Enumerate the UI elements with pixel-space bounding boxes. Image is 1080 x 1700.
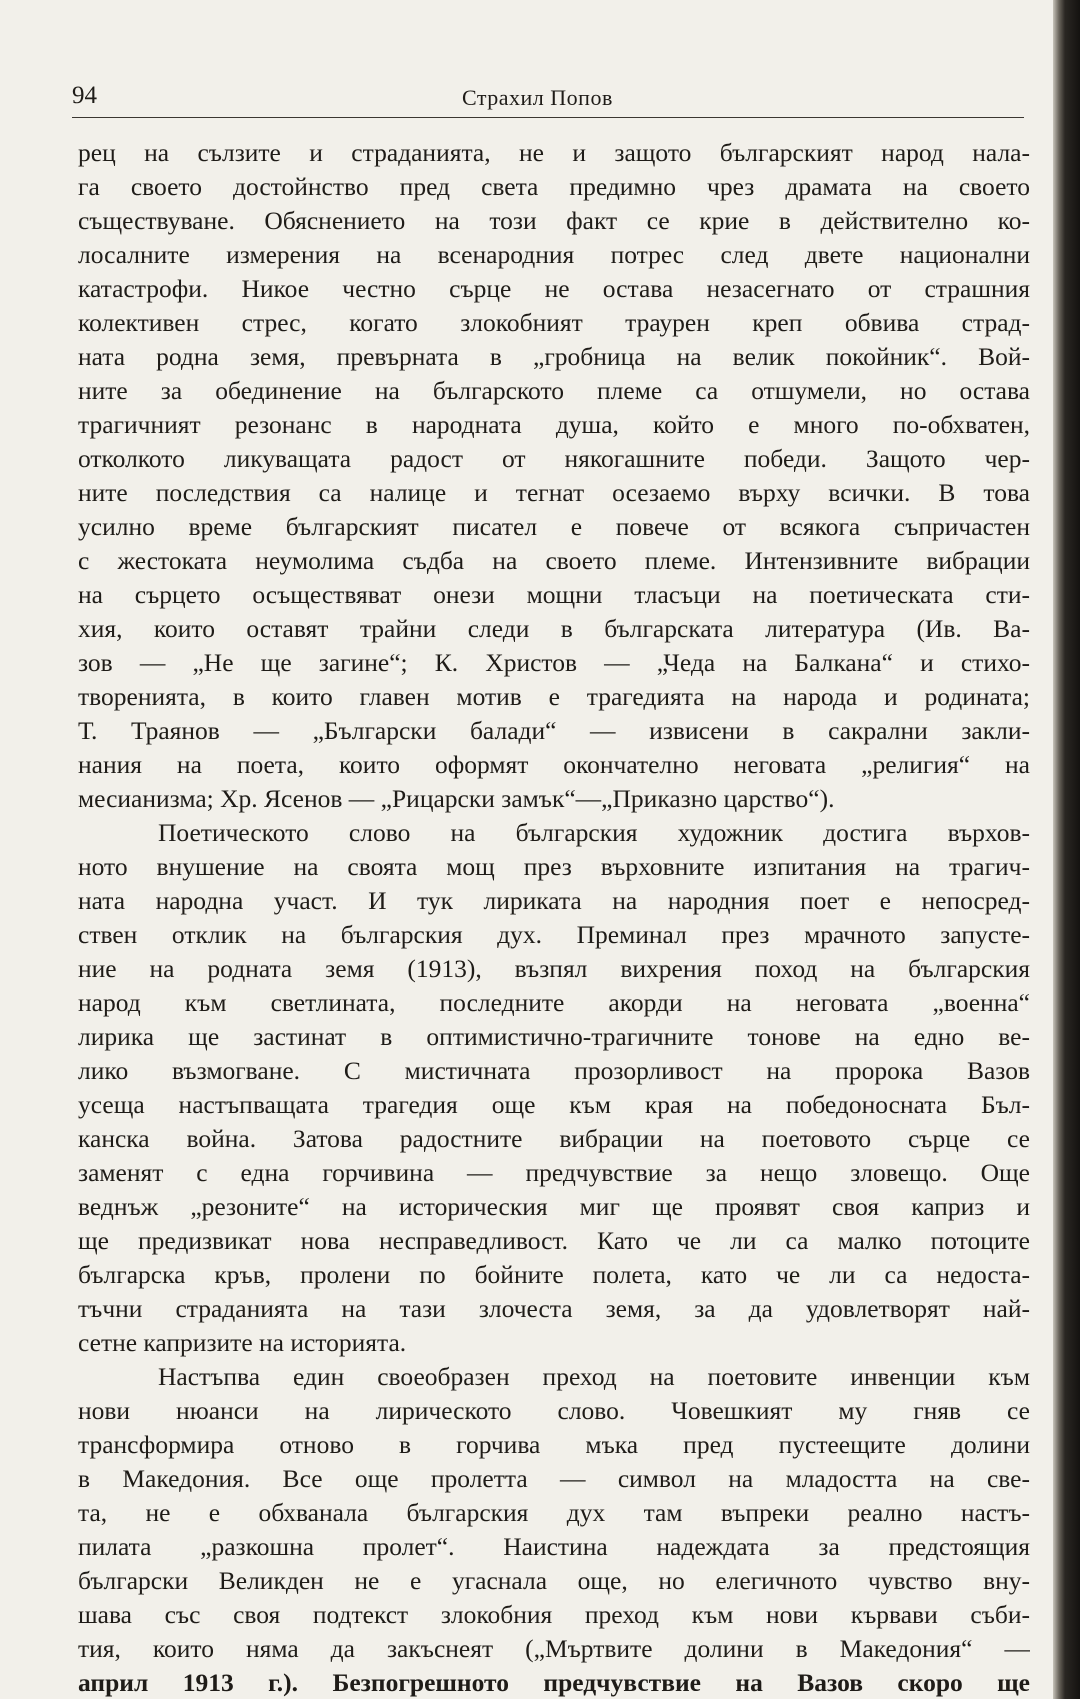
text-line: ствен отклик на българския дух. Преминал през мрачното запусте- — [78, 920, 1030, 949]
text-line: отколкото ликуващата радост от някогашните победи. Защото чер- — [78, 444, 1030, 473]
paragraph-end-line: месианизма; Хр. Ясенов — „Рицарски замък“—„Приказно царство“). — [78, 784, 835, 813]
page-header — [72, 76, 1024, 116]
paragraph-start-line: Поетическото слово на българския художник достига върхов- — [158, 818, 1030, 847]
text-line: хия, които оставят трайни следи в българската литература (Ив. Ва- — [78, 614, 1030, 643]
header-rule — [72, 117, 1024, 118]
text-line: га своето достойнство пред света предимно чрез драмата на своето — [78, 172, 1030, 201]
text-line: трагичният резонанс в народната душа, който е много по-обхватен, — [78, 410, 1030, 439]
text-line: ната родна земя, превърната в „гробница на велик покойник“. Вой- — [78, 342, 1030, 371]
text-line: тъчни страданията на тази злочеста земя, за да удовлетворят най- — [78, 1294, 1030, 1323]
text-line: нови нюанси на лирическото слово. Човешкият му гняв се — [78, 1396, 1030, 1425]
text-line: усеща настъпващата трагедия още към края на победоносната Бъл- — [78, 1090, 1030, 1119]
text-line: пилата „разкошна пролет“. Наистина надеждата за предстоящия — [78, 1532, 1030, 1561]
text-line: с жестоката неумолима съдба на своето племе. Интензивните вибрации — [78, 546, 1030, 575]
text-line: българска кръв, пролени по бойните полета, като че ли са недоста- — [78, 1260, 1030, 1289]
text-line: народ към светлината, последните акорди на неговата „военна“ — [78, 988, 1030, 1017]
text-line: трансформира отново в горчива мъка пред пустеещите долини — [78, 1430, 1030, 1459]
text-line: април 1913 г.). Безпогрешното предчувствие на Вазов скоро ще — [78, 1668, 1030, 1697]
text-line: в Македония. Все още пролетта — символ на младостта на све- — [78, 1464, 1030, 1493]
text-line: лико възмогване. С мистичната прозорливост на пророка Вазов — [78, 1056, 1030, 1085]
text-line: рец на сълзите и страданията, не и защото българският народ нала- — [78, 138, 1030, 167]
text-line: български Великден не е угаснала още, но елегичното чувство вну- — [78, 1566, 1030, 1595]
body-text — [78, 136, 1030, 1700]
text-line: съществуване. Обяснението на този факт се крие в действително ко- — [78, 206, 1030, 235]
text-line: Т. Траянов — „Български балади“ — извисени в сакрални закли- — [78, 716, 1030, 745]
text-line: лирика ще застинат в оптимистично-трагичните тонове на едно ве- — [78, 1022, 1030, 1051]
paragraph-start-line: Настъпва един своеобразен преход на поетовите инвенции към — [158, 1362, 1030, 1391]
text-line: тия, които няма да закъснеят („Мъртвите долини в Македония“ — — [78, 1634, 1030, 1663]
paragraph-end-line: сетне капризите на историята. — [78, 1328, 407, 1357]
text-line: на сърцето осъществяват онези мощни тласъци на поетическата сти- — [78, 580, 1030, 609]
page-number: 94 — [72, 82, 97, 109]
text-line: ните за обединение на българското племе са отшумели, но остава — [78, 376, 1030, 405]
text-line: колективен стрес, когато злокобният траурен креп обвива страд- — [78, 308, 1030, 337]
text-line: заменят с една горчивина — предчувствие за нещо зловещо. Още — [78, 1158, 1030, 1187]
text-line: творенията, в които главен мотив е трагедията на народа и родината; — [78, 682, 1030, 711]
text-line: усилно време българският писател е повече от всякога съпричастен — [78, 512, 1030, 541]
text-line: нания на поета, които оформят окончателно неговата „религия“ на — [78, 750, 1030, 779]
text-line: ното внушение на своята мощ през върховните изпитания на трагич- — [78, 852, 1030, 881]
text-line: ще предизвикат нова несправедливост. Като че ли са малко потоците — [78, 1226, 1030, 1255]
text-line: канска война. Затова радостните вибрации на поетовото сърце се — [78, 1124, 1030, 1153]
text-line: ние на родната земя (1913), възпял вихрения поход на българския — [78, 954, 1030, 983]
text-line: лосалните измерения на всенародния потрес след двете национални — [78, 240, 1030, 269]
book-binding-edge — [1053, 0, 1080, 1699]
text-line: веднъж „резоните“ на историческия миг ще проявят своя каприз и — [78, 1192, 1030, 1221]
text-line: ните последствия са налице и тегнат осезаемо върху всички. В това — [78, 478, 1030, 507]
text-line: зов — „Не ще загине“; К. Христов — „Чеда на Балкана“ и стихо- — [78, 648, 1030, 677]
text-line: шава със своя подтекст злокобния преход към нови кървави съби- — [78, 1600, 1030, 1629]
running-title: Страхил Попов — [462, 85, 613, 110]
text-line: та, не е обхванала българския дух там въпреки реално настъ- — [78, 1498, 1030, 1527]
text-line: катастрофи. Никое честно сърце не остава незасегнато от страшния — [78, 274, 1030, 303]
text-line: ната народна участ. И тук лириката на народния поет е непосред- — [78, 886, 1030, 915]
